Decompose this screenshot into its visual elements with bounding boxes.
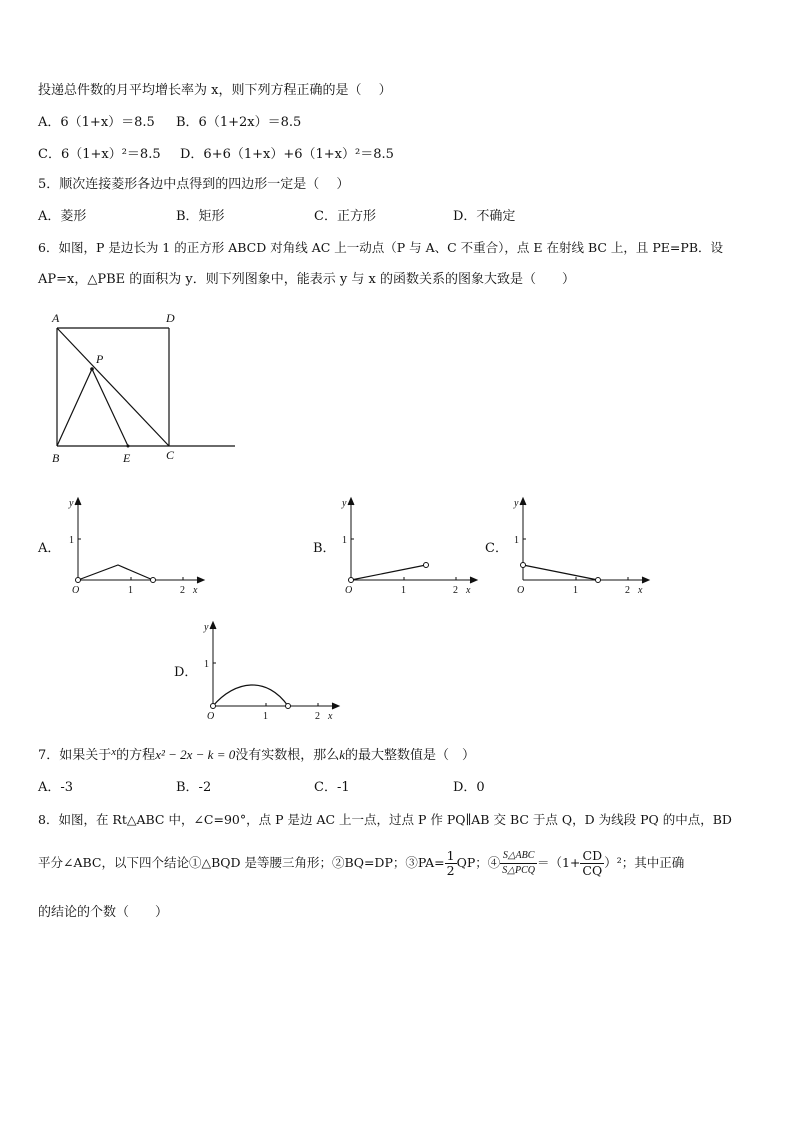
q7-option-b: B．-2 — [176, 780, 212, 795]
svg-text:1: 1 — [128, 585, 133, 596]
svg-text:2: 2 — [625, 585, 630, 596]
svg-text:y: y — [69, 498, 74, 509]
svg-text:y: y — [514, 498, 519, 509]
q5-option-b: B．矩形 — [176, 209, 225, 224]
q8-line2: 平分∠ABC，以下四个结论①△BQD 是等腰三角形；②BQ=DP；③PA= $\frac{1}{2}$ QP；④ $\frac{\text{S△ABC}}{\text{S△PCQ}}$ ＝（1+ $\frac{CD}{CQ}$ ）²；其中正确 — [38, 848, 685, 878]
q7-option-a: A．-3 — [38, 780, 74, 795]
svg-text:1: 1 — [342, 535, 347, 546]
svg-text:O: O — [517, 585, 525, 596]
svg-text:x: x — [193, 585, 198, 596]
q6-stem-line2: AP=x，△PBE 的面积为 y．则下列图象中，能表示 y 与 x 的函数关系的图象大致是（ ） — [38, 272, 575, 287]
label-b: B — [52, 451, 60, 465]
svg-text:x: x — [638, 585, 643, 596]
svg-text:x: x — [466, 585, 471, 596]
svg-text:x: x — [328, 711, 333, 722]
svg-text:1: 1 — [263, 711, 268, 722]
diagonal-ac — [57, 328, 169, 446]
segment-pe — [92, 369, 128, 446]
q4-option-a: A．6（1+x）＝8.5 — [38, 115, 155, 130]
q5-option-a: A．菱形 — [38, 209, 87, 224]
square-figure — [40, 305, 240, 465]
label-d: D — [166, 311, 175, 325]
q7-option-d: D．0 — [453, 780, 485, 795]
point-p — [90, 367, 94, 371]
graph-option-b — [333, 492, 483, 600]
label-c: C — [166, 448, 175, 462]
q6-option-d-label: D． — [174, 665, 198, 680]
q5-stem: 5．顺次连接菱形各边中点得到的四边形一定是（ ） — [38, 177, 350, 192]
graph-c-curve — [523, 565, 598, 580]
fraction-area-ratio: $\frac{\text{S△ABC}}{\text{S△PCQ}}$ — [502, 850, 535, 876]
q5-option-d: D．不确定 — [453, 209, 516, 224]
q8-line3: 的结论的个数（ ） — [38, 905, 169, 920]
q7-equation: x² − 2x − k = 0 — [155, 747, 236, 762]
svg-text:1: 1 — [401, 585, 406, 596]
svg-text:2: 2 — [453, 585, 458, 596]
fraction-half: $\frac{1}{2}$ — [446, 848, 455, 878]
graph-option-a — [60, 492, 210, 600]
q6-option-a-label: A． — [38, 541, 61, 556]
svg-text:1: 1 — [69, 535, 74, 546]
q6-option-b-label: B． — [313, 541, 336, 556]
graph-a-curve — [78, 565, 153, 580]
q4-stem: 投递总件数的月平均增长率为 x，则下列方程正确的是（ ） — [38, 83, 392, 98]
q7-stem: 7．如果关于$^x$的方程x² − 2x − k = 0没有实数根，那么k的最大整数值是（ ） — [38, 746, 476, 763]
point-e — [127, 445, 130, 448]
label-e: E — [123, 451, 131, 465]
svg-text:1: 1 — [514, 535, 519, 546]
svg-text:1: 1 — [204, 659, 209, 670]
label-p: P — [96, 352, 104, 366]
q4-option-b: B．6（1+2x）＝8.5 — [176, 115, 302, 130]
svg-text:y: y — [204, 622, 209, 633]
graph-b-curve — [351, 565, 426, 580]
q6-option-c-label: C． — [485, 541, 508, 556]
svg-text:O: O — [72, 585, 80, 596]
q4-option-c: C．6（1+x）²＝8.5 — [38, 147, 161, 162]
graph-d-curve — [213, 685, 288, 706]
svg-text:O: O — [345, 585, 353, 596]
svg-text:y: y — [342, 498, 347, 509]
graph-option-d — [195, 616, 345, 724]
svg-text:2: 2 — [180, 585, 185, 596]
segment-pb — [57, 369, 92, 446]
fraction-cd-cq: $\frac{CD}{CQ}$ — [582, 848, 603, 878]
svg-text:O: O — [207, 711, 215, 722]
label-a: A — [52, 311, 60, 325]
q4-option-d: D．6+6（1+x）+6（1+x）²＝8.5 — [180, 147, 394, 162]
q7-option-c: C．-1 — [314, 780, 350, 795]
svg-text:2: 2 — [315, 711, 320, 722]
svg-text:1: 1 — [573, 585, 578, 596]
q6-stem-line1: 6．如图，P 是边长为 1 的正方形 ABCD 对角线 AC 上一动点（P 与 A、C 不重合），点 E 在射线 BC 上，且 PE=PB．设 — [38, 240, 724, 255]
q5-option-c: C．正方形 — [314, 209, 376, 224]
q8-line1: 8．如图，在 Rt△ABC 中，∠C=90°，点 P 是边 AC 上一点，过点 P 作 PQ∥AB 交 BC 于点 Q，D 为线段 PQ 的中点，BD — [38, 812, 732, 827]
graph-option-c — [505, 492, 655, 600]
